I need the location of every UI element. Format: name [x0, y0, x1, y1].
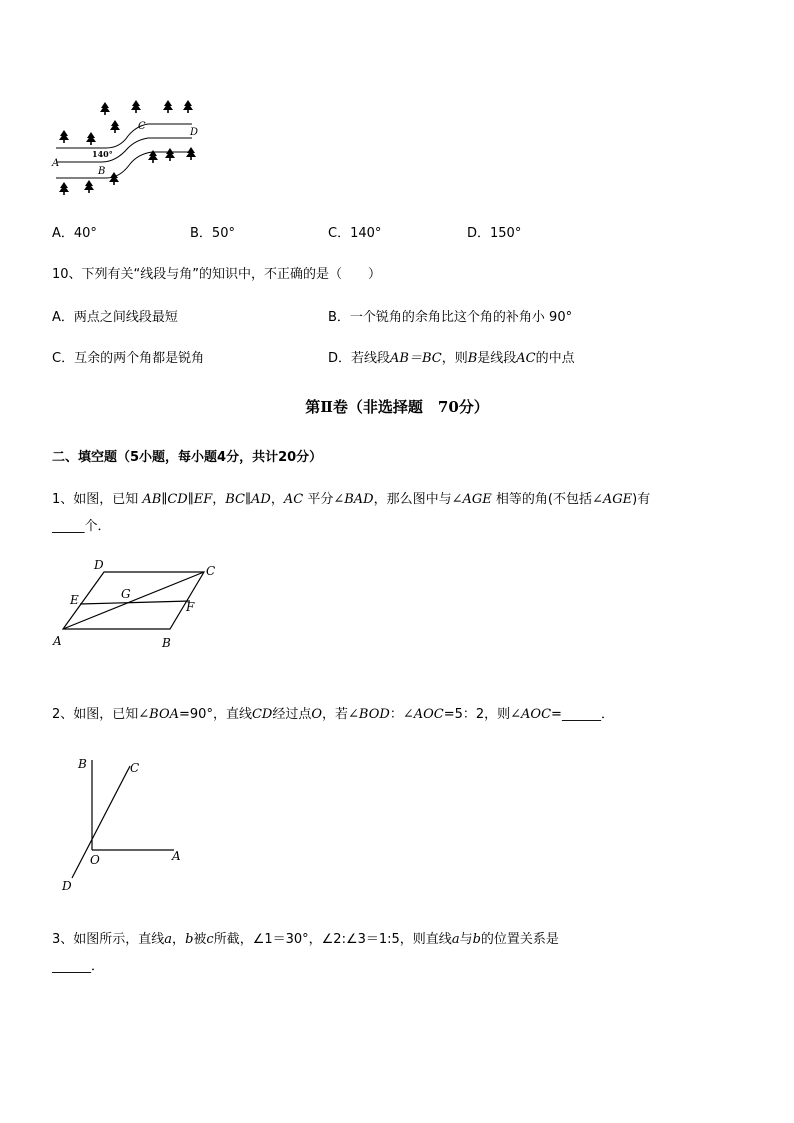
label-C: C: [130, 761, 140, 775]
label-angle-140: 140°: [92, 149, 113, 159]
tree-icon: [86, 132, 96, 145]
fill1-blank[interactable]: _____个．: [52, 519, 111, 534]
tree-icon: [109, 172, 119, 185]
tree-icon: [163, 100, 173, 113]
tree-icon: [100, 102, 110, 115]
q9-option-a[interactable]: A．40°: [52, 226, 97, 241]
fill3-stem: 3、如图所示，直线a，b被c所截，∠1＝30°，∠2:∠3＝1:5，则直线a与b的位置关系是: [52, 932, 559, 947]
tree-icon: [165, 148, 175, 161]
label-B: B: [78, 757, 87, 771]
label-O: O: [90, 853, 100, 867]
label-D: D: [94, 558, 104, 572]
tree-icon: [186, 147, 196, 160]
tree-icon: [84, 180, 94, 193]
angle-figure: [56, 752, 188, 894]
road-figure: [48, 96, 208, 198]
label-B: B: [162, 636, 171, 650]
label-A: A: [52, 158, 60, 169]
fill2-stem: 2、如图，已知∠BOA=90°，直线CD经过点O，若∠BOD：∠AOC=5：2，则∠AOC=______．: [52, 707, 614, 722]
label-G: G: [121, 587, 131, 601]
section-title: 第Ⅱ卷（非选择题 70分）: [305, 398, 489, 416]
tree-icon: [59, 130, 69, 143]
tree-icon: [59, 182, 69, 195]
q10-option-a[interactable]: A．两点之间线段最短: [52, 310, 178, 325]
q9-option-c[interactable]: C．140°: [328, 226, 382, 241]
fill3-blank[interactable]: ______．: [52, 959, 105, 974]
q10-option-c[interactable]: C．互余的两个角都是锐角: [52, 351, 205, 366]
label-D: D: [190, 127, 199, 138]
q10-option-b[interactable]: B．一个锐角的余角比这个角的补角小 90°: [328, 310, 573, 325]
q10-option-d[interactable]: D．若线段AB＝BC，则B是线段AC的中点: [328, 351, 575, 366]
tree-icon: [183, 100, 193, 113]
label-B: B: [98, 166, 106, 177]
fill1-stem: 1、如图，已知 AB∥CD∥EF，BC∥AD，AC 平分∠BAD，那么图中与∠AGE 相等的角(不包括∠AGE)有: [52, 492, 651, 507]
label-F: F: [186, 600, 195, 614]
label-C: C: [138, 121, 146, 132]
label-E: E: [70, 593, 79, 607]
label-D: D: [62, 879, 72, 893]
section-subtitle: 二、填空题（5小题，每小题4分，共计20分）: [52, 450, 323, 465]
q10-stem: 10、下列有关“线段与角”的知识中，不正确的是（ ）: [52, 267, 382, 282]
q9-option-b[interactable]: B．50°: [190, 226, 235, 241]
parallelogram-figure: [48, 556, 228, 652]
tree-icon: [131, 100, 141, 113]
label-A: A: [53, 634, 62, 648]
label-C: C: [206, 564, 216, 578]
label-A: A: [172, 849, 181, 863]
q9-option-d[interactable]: D．150°: [467, 226, 522, 241]
tree-icon: [110, 120, 120, 133]
